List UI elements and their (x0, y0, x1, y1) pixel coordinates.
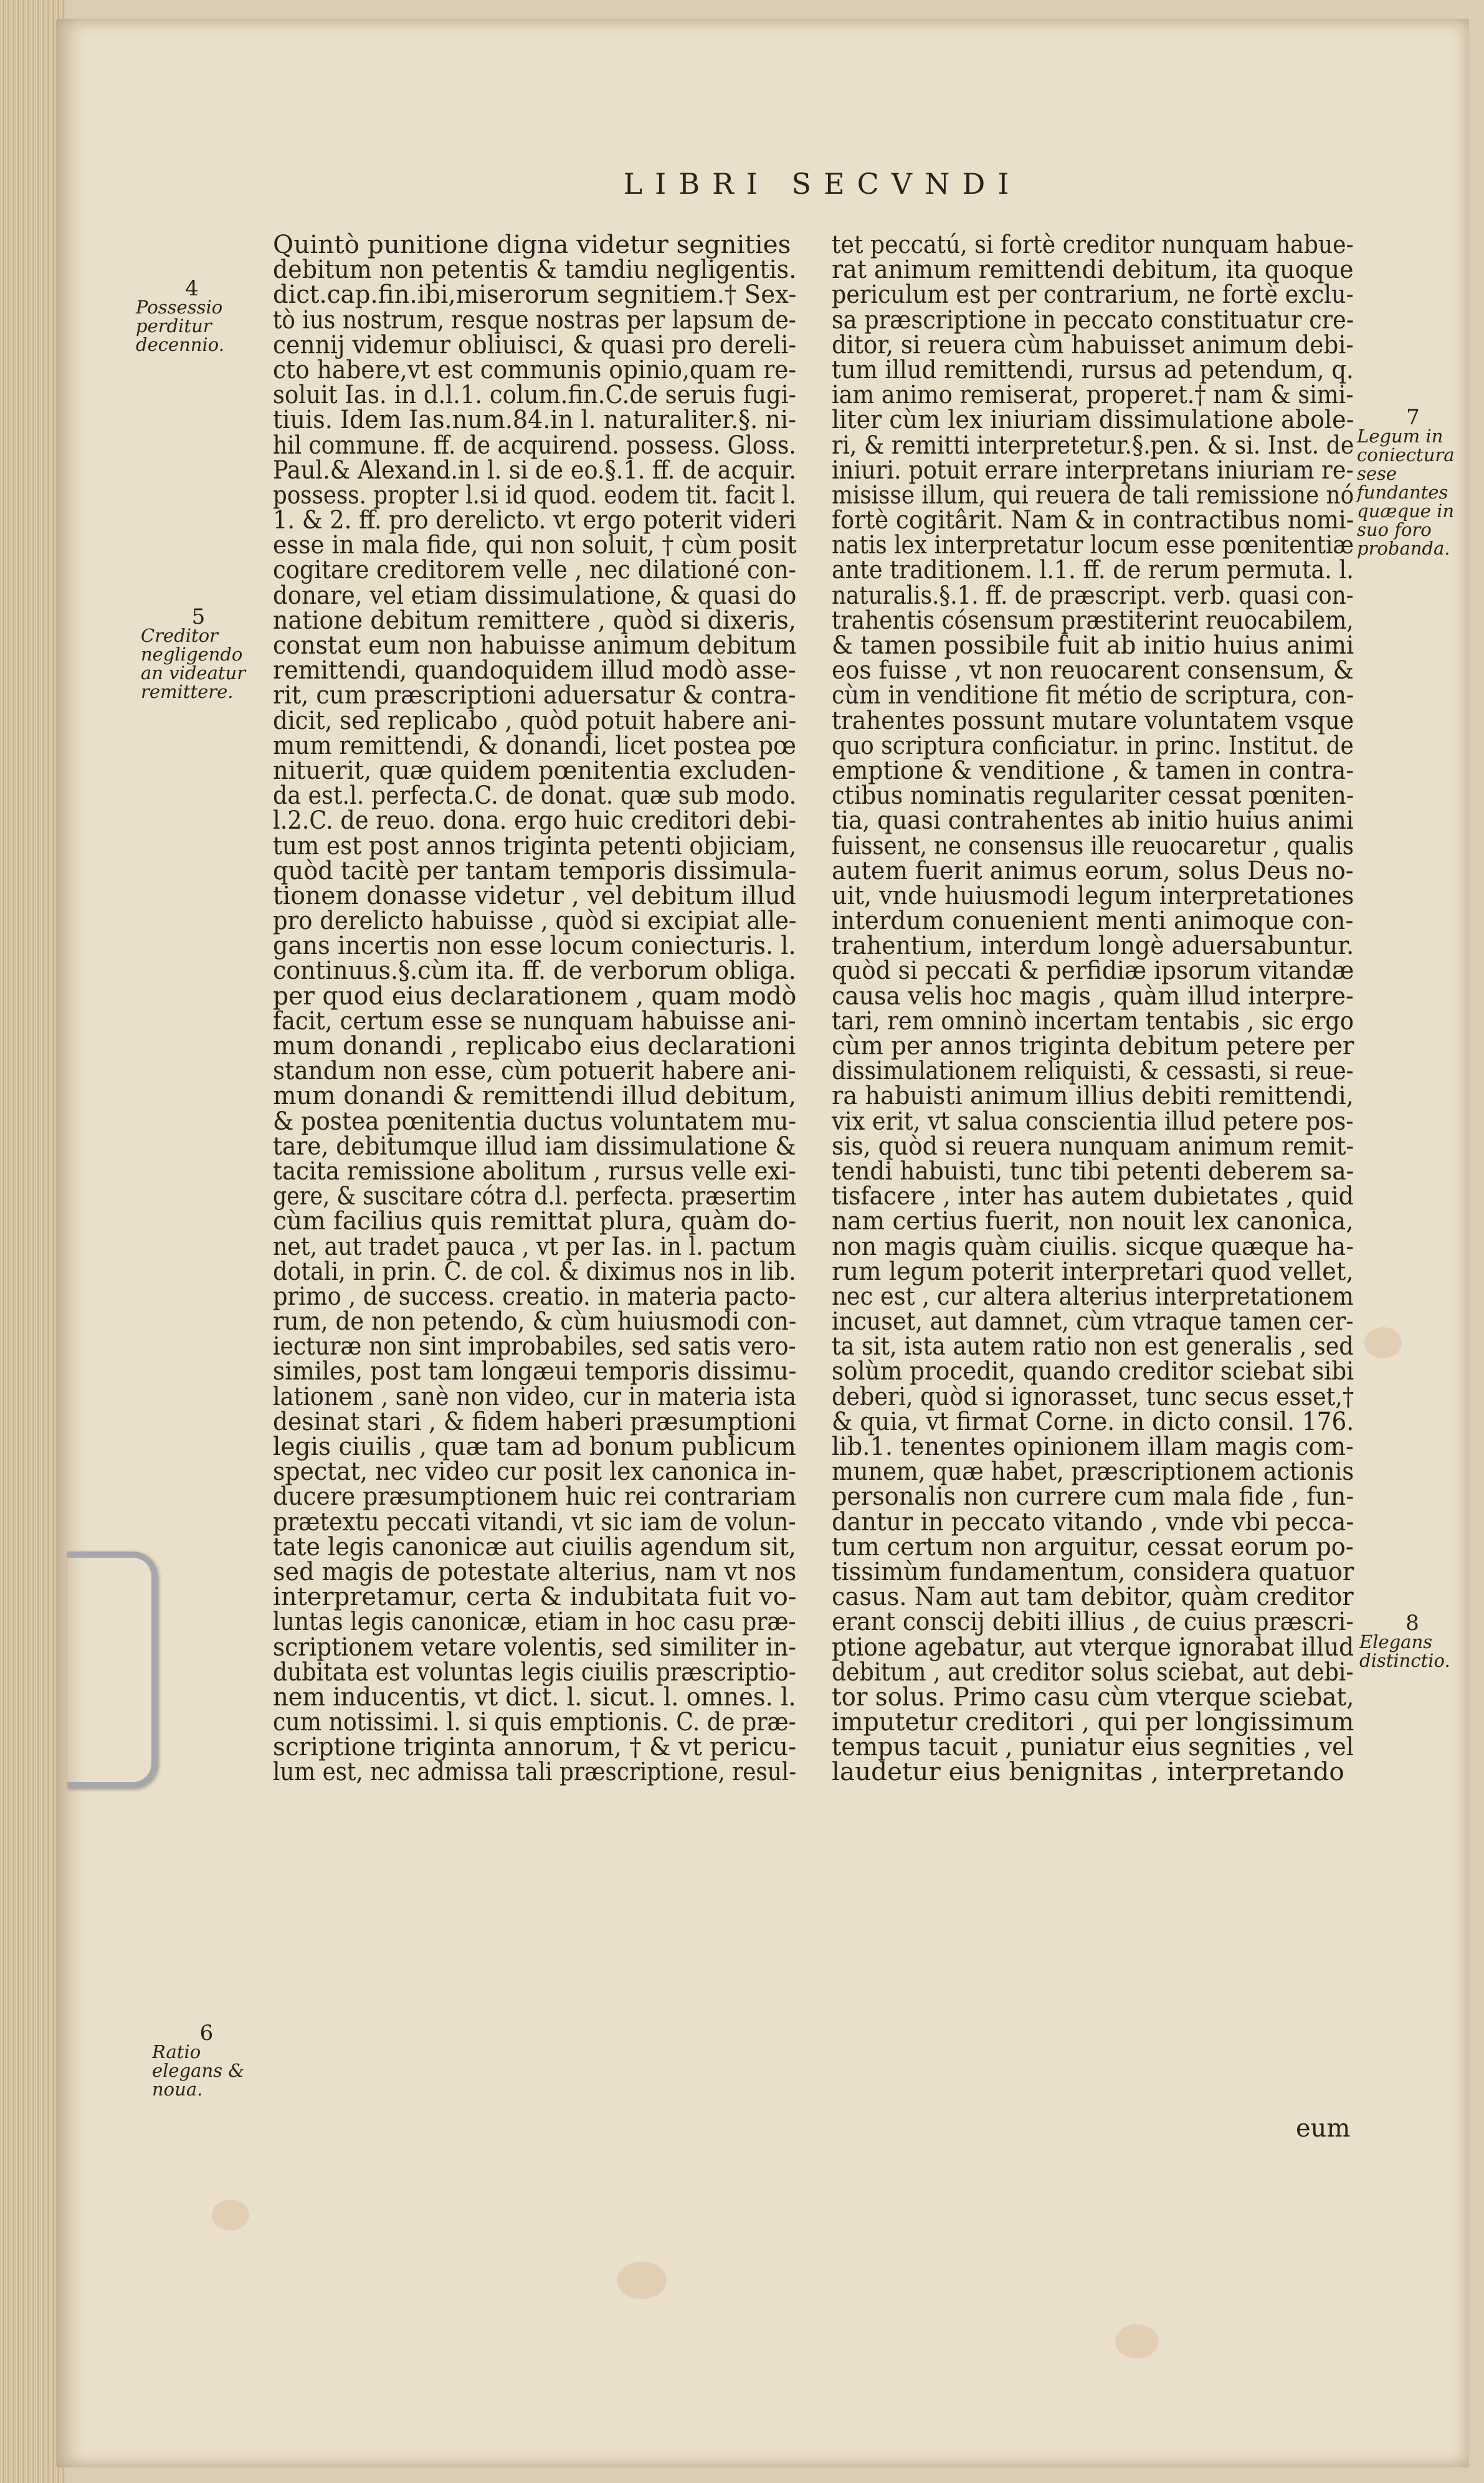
text-line: quo scriptura conficiatur. in princ. Institut. de (832, 730, 1354, 760)
text-line: gans incertis non esse locum coniecturis. l. (273, 930, 796, 961)
text-line: periculum est per contrarium, ne fortè exclu- (832, 279, 1354, 310)
text-line: tate legis canonicæ aut ciuilis agendum sit, (273, 1531, 796, 1561)
text-line: trahentes possunt mutare voluntatem vsque (832, 705, 1354, 735)
text-line: naturalis.§.1. ff. de præscript. verb. quasi con- (832, 579, 1354, 610)
text-line: da est.l. perfecta.C. de donat. quæ sub modo. (273, 780, 797, 811)
text-line: tum est post annos triginta petenti objiciam, (273, 830, 797, 860)
text-line: hil commune. ff. de acquirend. possess. Gloss. (273, 429, 796, 460)
foxing-stain (1364, 1327, 1402, 1358)
text-line: possess. propter l.si id quod. eodem tit. facit l. (273, 479, 797, 510)
text-line: rum legum poterit interpretari quod vellet, (832, 1256, 1354, 1286)
text-line: iam animo remiserat, properet.† nam & simi- (832, 379, 1354, 410)
margin-note-number: 7 (1406, 405, 1420, 430)
text-line: mum donandi , replicabo eius declarationi (273, 1031, 796, 1060)
text-line: l.2.C. de reuo. dona. ergo huic creditori debi- (273, 805, 797, 836)
text-line: cum notissimi. l. si quis emptionis. C. de præ- (273, 1707, 796, 1737)
text-line: tor solus. Primo casu cùm vterque sciebat, (832, 1681, 1354, 1712)
text-line: tare, debitumque illud iam dissimulatione & (273, 1130, 796, 1161)
text-line: nam certius fuerit, non nouit lex canonica, (832, 1206, 1354, 1236)
text-line: nem inducentis, vt dict. l. sicut. l. omnes. l. (273, 1681, 796, 1712)
text-line: cogitare creditorem velle , nec dilationé con- (273, 555, 797, 585)
text-line: debitum , aut creditor solus sciebat, aut debi- (832, 1656, 1354, 1687)
text-line: debitum non petentis & tamdiu negligentis. (273, 254, 797, 285)
text-line: ctibus nominatis regulariter cessat pœniten- (832, 780, 1354, 811)
text-line: tendi habuisti, tunc tibi petenti deberem sa- (832, 1155, 1354, 1186)
foxing-stain (1115, 2324, 1159, 2358)
margin-note-6 (152, 2021, 261, 2100)
text-line: iniuri. potuit errare interpretans iniuriam re- (832, 454, 1354, 485)
margin-note-number: 6 (199, 2021, 214, 2046)
text-line: personalis non currere cum mala fide , fun- (832, 1481, 1354, 1512)
text-line: tempus tacuit , puniatur eius segnities , vel (832, 1732, 1354, 1762)
text-line: tari, rem omninò incertam tentabis , sic ergo (832, 1005, 1354, 1036)
text-line: tum certum non arguitur, cessat eorum po- (832, 1531, 1354, 1561)
text-line: iecturæ non sint improbabiles, sed satis vero- (273, 1331, 796, 1361)
text-line: tionem donasse videtur , vel debitum illud (273, 880, 796, 910)
text-line: esse in mala fide, qui non soluit, † cùm posit (273, 530, 797, 560)
margin-note-text: Elegans distinctio. (1359, 1631, 1450, 1671)
text-line: ditor, si reuera cùm habuisset animum debi- (832, 329, 1354, 360)
text-line: quòd tacitè per tantam temporis dissimula- (273, 855, 797, 885)
text-line: nituerit, quæ quidem pœnitentia excluden- (273, 755, 796, 785)
text-line: remittendi, quandoquidem illud modò asse- (273, 655, 796, 685)
text-line: natis lex interpretatur locum esse pœnitentiæ (832, 530, 1354, 560)
text-line: cùm facilius quis remittat plura, quàm do- (273, 1206, 797, 1236)
text-line: facit, certum esse se nunquam habuisse ani- (273, 1005, 796, 1036)
text-line: emptione & venditione , & tamen in contra- (832, 755, 1354, 785)
text-line: dantur in peccato vitando , vnde vbi pecca- (832, 1506, 1354, 1537)
text-line: dubitata est voluntas legis ciuilis præscriptio- (273, 1656, 797, 1687)
text-line: dicit, sed replicabo , quòd potuit habere ani- (273, 705, 797, 735)
text-line: liter cùm lex iniuriam dissimulatione abole- (832, 404, 1354, 435)
text-line: tò ius nostrum, resque nostras per lapsum de- (273, 304, 796, 335)
text-line: cùm in venditione fit métio de scriptura, con- (832, 680, 1354, 710)
text-line: desinat stari , & fidem haberi præsumptioni (273, 1406, 796, 1436)
binder-clip (67, 1551, 158, 1788)
text-line: casus. Nam aut tam debitor, quàm creditor (832, 1581, 1354, 1612)
text-line: rit, cum præscriptioni aduersatur & contra- (273, 680, 796, 710)
catchword: eum (1296, 2114, 1351, 2143)
text-line: prætextu peccati vitandi, vt sic iam de volun- (273, 1506, 796, 1537)
margin-note-number: 5 (191, 604, 206, 629)
text-line: cto habere,vt est communis opinio,quam re- (273, 354, 797, 384)
running-head: LIBRI SECVNDI (623, 167, 1022, 201)
text-line: deberi, quòd si ignorasset, tunc secus esset,† (832, 1381, 1354, 1411)
text-line: dissimulationem reliquisti, & cessasti, si reue- (832, 1056, 1354, 1086)
text-line: tia, quasi contrahentes ab initio huius animi (832, 805, 1354, 836)
text-line: lum est, nec admissa tali præscriptione, resul- (273, 1756, 797, 1787)
margin-note-text: Legum in coniectura sese fundantes quæque in suo foro probanda. (1357, 426, 1455, 559)
text-line: Paul.& Alexand.in l. si de eo.§.1. ff. de acquir. (273, 454, 797, 485)
text-line: gere, & suscitare cótra d.l. perfecta. præsertim (273, 1181, 797, 1211)
text-line: ra habuisti animum illius debiti remittendi, (832, 1080, 1354, 1111)
text-line: spectat, nec video cur posit lex canonica in- (273, 1456, 796, 1487)
text-line: tissimùm fundamentum, considera quatuor (832, 1556, 1354, 1586)
margin-note-7 (1357, 405, 1469, 559)
text-line: scriptionem vetare volentis, sed similiter in- (273, 1631, 796, 1662)
text-line: incuset, aut damnet, cùm vtraque tamen cer- (832, 1306, 1354, 1337)
text-line: autem fuerit animus eorum, solus Deus no- (832, 855, 1354, 885)
text-line: dict.cap.fin.ibi,miserorum segnitiem.† Sex- (273, 279, 797, 310)
text-line: laudetur eius benignitas , interpretando (832, 1756, 1344, 1787)
text-line: sed magis de potestate alterius, nam vt nos (273, 1556, 797, 1586)
text-line: erant conscij debiti illius , de cuius præscri- (832, 1606, 1354, 1637)
text-line: natione debitum remittere , quòd si dixeris, (273, 604, 796, 635)
text-line: trahentium, interdum longè aduersabuntur. (832, 930, 1354, 961)
text-line: tum illud remittendi, rursus ad petendum, q. (832, 354, 1354, 384)
text-line: interdum conuenient menti animoque con- (832, 905, 1354, 936)
text-line: tisfacere , inter has autem dubietates , quid (832, 1181, 1354, 1211)
text-line: vix erit, vt salua conscientia illud petere pos- (832, 1105, 1354, 1136)
text-line: & quia, vt firmat Corne. in dicto consil. 176. (832, 1406, 1354, 1436)
text-line: & postea pœnitentia ductus voluntatem mu- (273, 1105, 797, 1136)
text-line: solùm procedit, quando creditor sciebat sibi (832, 1356, 1354, 1386)
foxing-stain (617, 2262, 667, 2299)
margin-note-number: 8 (1406, 1611, 1419, 1636)
margin-note-text: Ratio elegans & noua. (152, 2041, 245, 2100)
text-line: ptione agebatur, aut vterque ignorabat illud (832, 1631, 1354, 1662)
text-line: interpretamur, certa & indubitata fuit vo- (273, 1581, 797, 1612)
text-line: causa velis hoc magis , quàm illud interpre- (832, 980, 1354, 1011)
text-line: constat eum non habuisse animum debitum (273, 630, 797, 660)
margin-note-4 (136, 276, 248, 355)
text-line: mum remittendi, & donandi, licet postea pœ (273, 730, 796, 760)
text-line: rum, de non petendo, & cùm huiusmodi con- (273, 1306, 797, 1337)
text-line: & tamen possibile fuit ab initio huius animi (832, 630, 1354, 660)
text-line: lationem , sanè non video, cur in materia ista (273, 1381, 797, 1411)
text-line: soluit Ias. in d.l.1. colum.fin.C.de seruis fugi- (273, 379, 797, 410)
text-line: fortè cogitârit. Nam & in contractibus nomi- (832, 505, 1354, 535)
text-line: similes, post tam longæui temporis dissimu- (273, 1356, 797, 1386)
text-line: non magis quàm ciuilis. sicque quæque ha- (832, 1231, 1354, 1261)
text-line: munem, quæ habet, præscriptionem actionis (832, 1456, 1354, 1487)
text-line: tet peccatú, si fortè creditor nunquam habue- (832, 229, 1354, 259)
text-line: lib.1. tenentes opinionem illam magis com- (832, 1431, 1354, 1461)
margin-note-8 (1359, 1611, 1465, 1671)
text-line: nec est , cur altera alterius interpretationem (832, 1280, 1354, 1311)
margin-note-text: Creditor negligendo an videatur remittere. (141, 625, 246, 702)
text-line: scriptione triginta annorum, † & vt pericu- (273, 1732, 797, 1762)
text-line: fuissent, ne consensus ille reuocaretur , qualis (832, 830, 1354, 860)
text-line: sa præscriptione in peccato constituatur cre- (832, 304, 1354, 335)
margin-note-number: 4 (185, 276, 199, 301)
text-line: continuus.§.cùm ita. ff. de verborum obliga. (273, 955, 796, 986)
text-line: imputetur creditori , qui per longissimum (832, 1707, 1354, 1737)
text-line: cùm per annos triginta debitum petere per (832, 1031, 1354, 1060)
text-line: ducere præsumptionem huic rei contrariam (273, 1481, 796, 1512)
text-line: ri, & remitti interpretetur.§.pen. & si. Inst. de (832, 429, 1354, 460)
text-line: misisse illum, qui reuera de tali remissione nó (832, 479, 1354, 510)
text-line: cennij videmur obliuisci, & quasi pro dereli- (273, 329, 797, 360)
text-line: ta sit, ista autem ratio non est generalis , sed (832, 1331, 1354, 1361)
text-line: donare, vel etiam dissimulatione, & quasi do (273, 579, 797, 610)
text-line: 1. & 2. ff. pro derelicto. vt ergo poterit videri (273, 505, 796, 535)
margin-note-text: Possessio perditur decennio. (136, 297, 224, 355)
text-line: dotali, in prin. C. de col. & diximus nos in lib. (273, 1256, 796, 1286)
text-line: trahentis cósensum præstiterint reuocabilem, (832, 604, 1354, 635)
text-line: tiuis. Idem Ias.num.84.in l. naturaliter.§. ni- (273, 404, 796, 435)
foxing-stain (212, 2199, 249, 2231)
text-line: eos fuisse , vt non reuocarent consensum, & (832, 655, 1354, 685)
text-line: Quintò punitione digna videtur segnities (273, 229, 791, 259)
text-line: pro derelicto habuisse , quòd si excipiat alle- (273, 905, 797, 936)
text-line: rat animum remittendi debitum, ita quoque (832, 254, 1354, 285)
text-line: standum non esse, cùm potuerit habere ani- (273, 1056, 796, 1086)
text-line: per quod eius declarationem , quam modò (273, 980, 797, 1011)
text-line: mum donandi & remittendi illud debitum, (273, 1080, 797, 1111)
text-line: primo , de success. creatio. in materia pacto- (273, 1280, 796, 1311)
text-line: tacita remissione abolitum , rursus velle exi- (273, 1155, 796, 1186)
text-line: quòd si peccati & perfidiæ ipsorum vitandæ (832, 955, 1354, 986)
left-text-column (273, 229, 797, 1787)
margin-note-5 (141, 604, 256, 702)
text-line: uit, vnde huiusmodi legum interpretationes (832, 880, 1354, 910)
text-line: ante traditionem. l.1. ff. de rerum permuta. l. (832, 555, 1354, 585)
text-line: luntas legis canonicæ, etiam in hoc casu præ- (273, 1606, 796, 1637)
text-line: sis, quòd si reuera nunquam animum remit- (832, 1130, 1354, 1161)
right-text-column (832, 229, 1354, 1787)
text-line: net, aut tradet pauca , vt per Ias. in l. pactum (273, 1231, 796, 1261)
text-line: legis ciuilis , quæ tam ad bonum publicum (273, 1431, 796, 1461)
